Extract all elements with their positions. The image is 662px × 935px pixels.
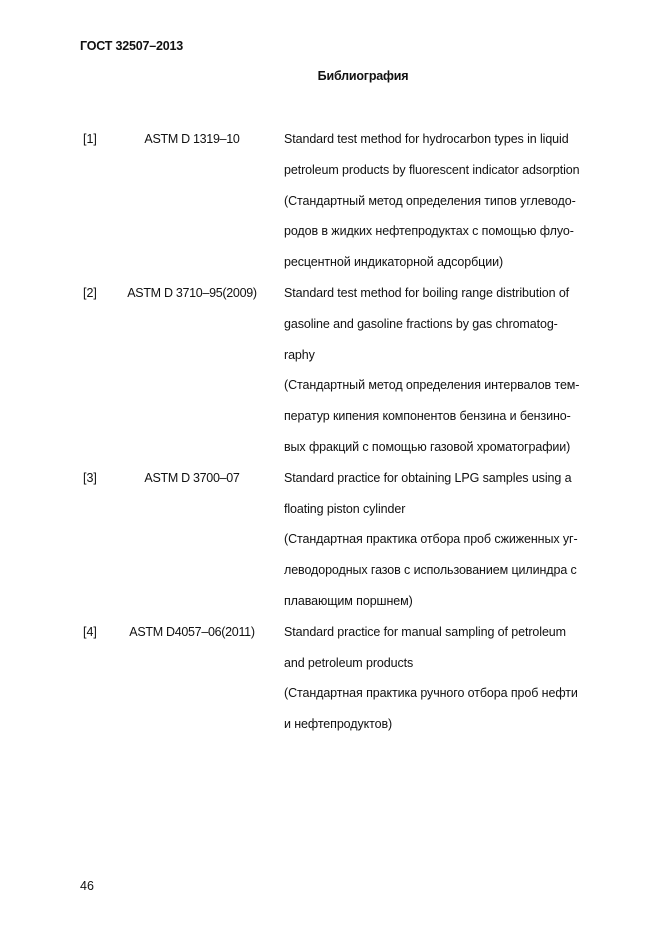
description-line: (Стандартный метод определения интервалов тем- [284,378,580,393]
entry-description [284,617,614,740]
entry-standard-code: ASTM D 3700–07 [144,470,240,485]
entry-standard-code: ASTM D 1319–10 [144,132,240,146]
description-line: леводородных газов с использованием цилиндра с [284,563,577,578]
entry-description [284,124,614,278]
description-line: Standard test method for hydrocarbon types in liquid [284,132,569,146]
entry-description [284,463,614,617]
bibliography-list [0,124,662,740]
description-line: Standard practice for obtaining LPG samples using a [284,470,572,485]
description-line: (Стандартный метод определения типов углеводо- [284,193,576,208]
description-line: and petroleum products [284,655,414,670]
entry-standard-code: ASTM D4057–06(2011) [129,624,255,639]
document-header: ГОСТ 32507–2013 [80,39,183,53]
description-line: (Стандартная практика ручного отбора проб нефти [284,686,578,701]
entry-number: [2] [83,285,97,300]
bibliography-entry [0,617,662,740]
page-title: Библиография [317,69,409,83]
description-line: вых фракций с помощью газовой хроматографии) [284,439,571,454]
description-line: raphy [284,347,315,362]
description-line: родов в жидких нефтепродуктах с помощью флуо- [284,224,574,239]
bibliography-entry [0,124,662,278]
bibliography-entry [0,278,662,463]
description-line: Standard test method for boiling range distribution of [284,285,570,300]
description-line: ператур кипения компонентов бензина и бензино- [284,409,571,424]
entry-description [284,278,614,463]
entry-number: [1] [83,132,97,146]
entry-number: [3] [83,470,97,485]
page-number: 46 [80,879,94,893]
description-line: (Стандартная практика отбора проб сжиженных уг- [284,532,578,547]
bibliography-entry [0,463,662,617]
entry-standard-code: ASTM D 3710–95(2009) [127,285,257,300]
description-line: gasoline and gasoline fractions by gas chromatog- [284,316,558,331]
entry-number: [4] [83,624,97,639]
description-line: ресцентной индикаторной адсорбции) [284,255,504,270]
description-line: floating piston cylinder [284,501,406,516]
description-line: petroleum products by fluorescent indicator adsorption [284,162,580,177]
description-line: и нефтепродуктов) [284,717,393,732]
description-line: плавающим поршнем) [284,593,413,608]
description-line: Standard practice for manual sampling of petroleum [284,624,566,639]
